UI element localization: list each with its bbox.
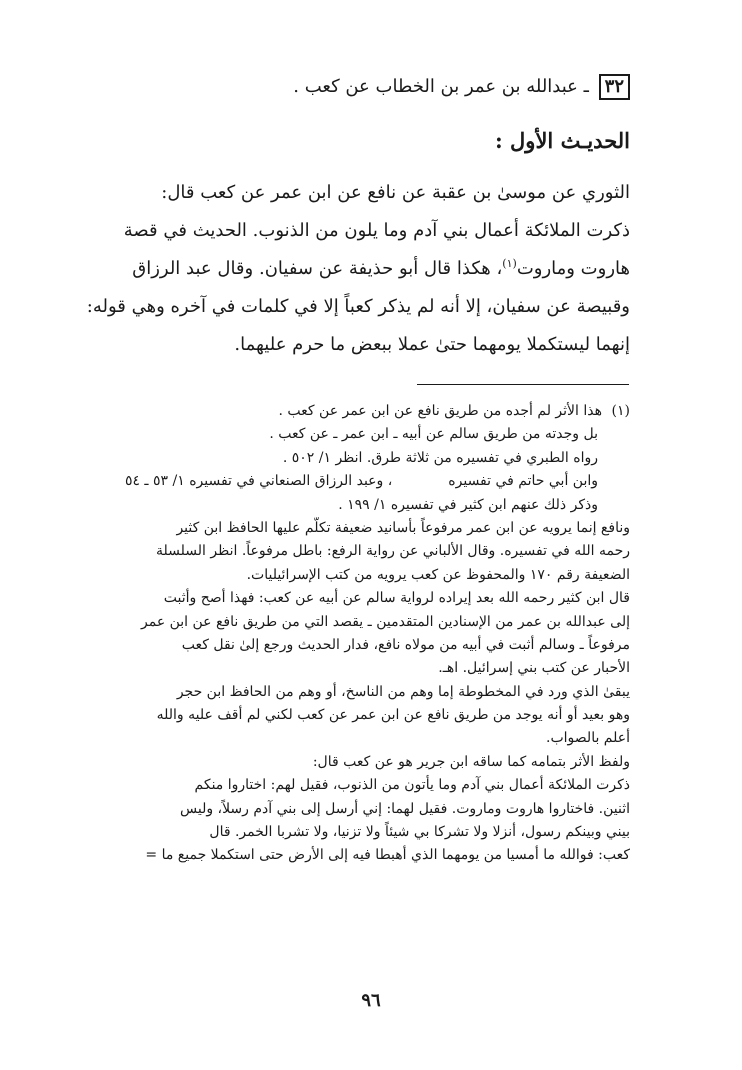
footnote-text: ، وعبد الرزاق الصنعاني في تفسيره ١/ ٥٣ ـ ٥٤ [124, 473, 393, 490]
main-text-line: الثوري عن موسىٰ بن عقبة عن نافع عن ابن عمر عن كعب قال: [161, 182, 630, 203]
footnote-line: إلى عبدالله بن عمر من الإسنادين المتقدمين ـ يقصد التي من طريق نافع عن ابن عمر [141, 613, 630, 630]
main-text-line: وقبيصة عن سفيان، إلا أنه لم يذكر كعباً إلا في كلمات في آخره وهي قوله: [86, 296, 630, 317]
footnote-line: يبقىٰ الذي ورد في المخطوطة إما وهم من الناسخ، أو وهم من الحافظ ابن حجر [176, 683, 630, 700]
entry-heading [70, 72, 630, 102]
section-title: الحديـث الأول : [494, 128, 630, 153]
footnote-line [70, 400, 630, 423]
footnote-line: الأحبار عن كتب بني إسرائيل. اهـ. [438, 660, 630, 677]
main-text-segment: هاروت وماروت [516, 258, 630, 279]
footnote-line: رحمه الله في تفسيره. وقال الألباني عن رواية الرفع: باطل مرفوعاً. انظر السلسلة [156, 543, 630, 560]
footnote-line: اثنين. فاختاروا هاروت وماروت. فقيل لهما: إني أرسل إلى بني آدم رسلاً، وليس [180, 800, 630, 817]
entry-heading-text: ـ عبدالله بن عمر بن الخطاب عن كعب . [293, 76, 589, 97]
main-text-segment: وقال عبد الرزاق [132, 258, 254, 279]
footnote-line: أعلم بالصواب. [546, 730, 630, 747]
footnote-divider [417, 384, 629, 385]
footnote-line: قال ابن كثير رحمه الله بعد إيراده لرواية سالم عن أبيه عن كعب: فهذا أصح وأثبت [163, 590, 630, 607]
entry-number-box: ٣٢ [599, 74, 630, 100]
main-text [75, 174, 630, 364]
main-text-segment: ، هكذا قال أبو حذيفة عن سفيان. [258, 258, 503, 279]
main-text-line [75, 250, 630, 288]
footnote-line: بيني وبينكم رسول، أنزلا ولا تشركا بي شيئاً ولا تزنيا، ولا تشربا الخمر. قال [209, 824, 630, 841]
footnote-text: هذا الأثر لم أجده من طريق نافع عن ابن عمر عن كعب . [278, 403, 602, 419]
footnote-reference: (١) [502, 257, 517, 270]
page-number: ٩٦ [361, 990, 381, 1011]
footnote-line: رواه الطبري في تفسيره من ثلاثة طرق. انظر ١/ ٥٠٢ . [282, 449, 598, 466]
footnotes [70, 400, 630, 868]
footnote-line [70, 470, 630, 493]
footnote-marker: (١) [611, 403, 630, 419]
footnote-line: الضعيفة رقم ١٧٠ والمحفوظ عن كعب يرويه من كتب الإسرائيليات. [246, 566, 630, 583]
footnote-line: وذكر ذلك عنهم ابن كثير في تفسيره ١/ ١٩٩ . [338, 496, 598, 513]
main-text-line: ذكرت الملائكة أعمال بني آدم وما يلون من الذنوب. الحديث في قصة [123, 220, 630, 241]
footnote-line: ذكرت الملائكة أعمال بني آدم وما يأتون من الذنوب، فقيل لهم: اختاروا منكم [194, 777, 630, 794]
footnote-line: ونافع إنما يرويه عن ابن عمر مرفوعاً بأسانيد ضعيفة تكلّم عليها الحافظ ابن كثير [176, 519, 630, 536]
main-text-line: إنهما ليستكملا يومهما حتىٰ عملا ببعض ما حرم عليهما. [234, 334, 630, 355]
footnote-line: وهو بعيد أو أنه يوجد من طريق نافع عن ابن عمر عن كعب لكني لم أقف عليه والله [156, 707, 630, 724]
footnote-line: مرفوعاً ـ وسالم أثبت في أبيه من مولاه نافع، فدار الحديث ورجع إلىٰ نقل كعب [181, 636, 630, 653]
footnote-text: وابن أبي حاتم في تفسيره [448, 473, 598, 490]
footnote-line: ولفظ الأثر بتمامه كما ساقه ابن جرير هو عن كعب قال: [312, 753, 630, 770]
footnote-line: كعب: فوالله ما أمسيا من يومهما الذي أهبطا فيه إلى الأرض حتى استكملا جميع ما = [145, 847, 630, 864]
footnote-line: بل وجدته من طريق سالم عن أبيه ـ ابن عمر ـ عن كعب . [269, 426, 598, 443]
